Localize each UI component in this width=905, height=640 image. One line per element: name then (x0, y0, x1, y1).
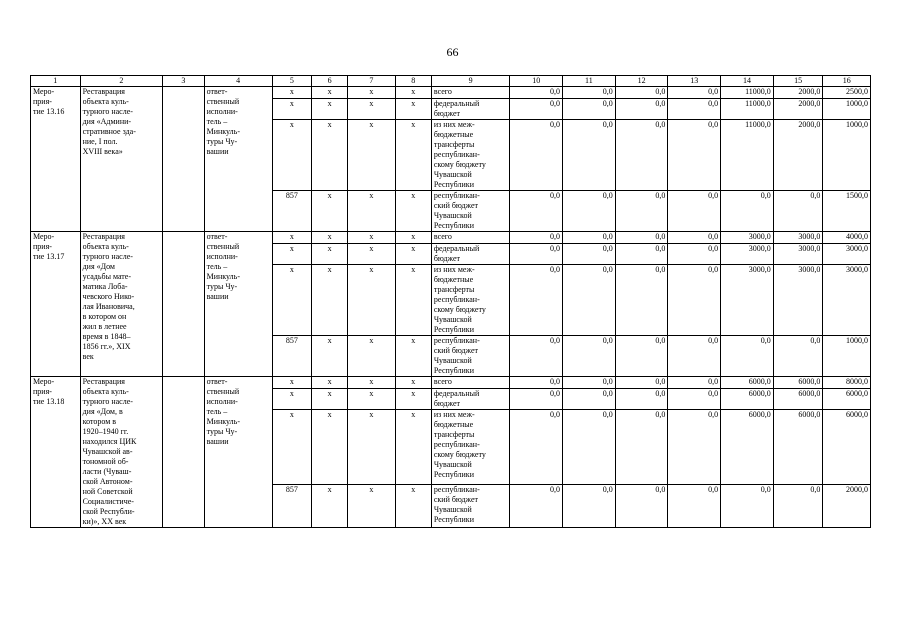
code-cell: х (312, 232, 348, 244)
description-cell: Реставрация объекта куль- турного насле- дия «Админи- стративное зда- ние, I пол. XVIII века» (80, 87, 163, 232)
code-cell: 857 (272, 336, 311, 377)
value-cell: 0,0 (510, 389, 563, 410)
code-cell: х (312, 410, 348, 485)
value-cell: 3000,0 (773, 244, 823, 265)
header-cell: 14 (721, 76, 774, 87)
value-cell: 6000,0 (721, 377, 774, 389)
budget-table (30, 75, 871, 528)
table-row (31, 232, 871, 244)
code-cell: х (312, 484, 348, 527)
code-cell: х (395, 191, 431, 232)
value-cell: 0,0 (563, 389, 616, 410)
code-cell: х (348, 99, 396, 120)
value-cell: 0,0 (510, 191, 563, 232)
value-cell: 0,0 (563, 232, 616, 244)
value-cell: 0,0 (668, 87, 721, 99)
value-cell: 11000,0 (721, 99, 774, 120)
value-cell: 0,0 (510, 87, 563, 99)
header-cell: 10 (510, 76, 563, 87)
header-cell: 12 (615, 76, 668, 87)
header-cell: 16 (823, 76, 871, 87)
value-cell: 0,0 (615, 265, 668, 336)
value-cell: 0,0 (563, 265, 616, 336)
empty-cell (163, 232, 204, 377)
value-cell: 0,0 (721, 484, 774, 527)
value-cell: 0,0 (563, 484, 616, 527)
code-cell: х (272, 244, 311, 265)
code-cell: х (272, 232, 311, 244)
value-cell: 3000,0 (773, 232, 823, 244)
value-cell: 0,0 (563, 99, 616, 120)
value-cell: 0,0 (563, 410, 616, 485)
header-row (31, 76, 871, 87)
value-cell: 0,0 (615, 484, 668, 527)
responsible-cell: ответ- ственный исполни- тель – Минкуль- туры Чу- вашии (204, 232, 272, 377)
value-cell: 0,0 (773, 191, 823, 232)
value-cell: 6000,0 (721, 389, 774, 410)
page-number: 66 (446, 45, 459, 59)
code-cell: х (348, 244, 396, 265)
code-cell: х (348, 377, 396, 389)
value-cell: 0,0 (563, 377, 616, 389)
value-cell: 0,0 (615, 120, 668, 191)
value-cell: 0,0 (668, 389, 721, 410)
value-cell: 11000,0 (721, 87, 774, 99)
value-cell: 3000,0 (823, 265, 871, 336)
value-cell: 3000,0 (823, 244, 871, 265)
code-cell: х (312, 265, 348, 336)
measure-cell: Меро- прия- тие 13.16 (31, 87, 81, 232)
value-cell: 0,0 (510, 336, 563, 377)
code-cell: х (272, 120, 311, 191)
source-cell: всего (431, 87, 510, 99)
code-cell: х (348, 389, 396, 410)
code-cell: х (348, 265, 396, 336)
value-cell: 6000,0 (773, 389, 823, 410)
code-cell: х (312, 99, 348, 120)
code-cell: х (348, 232, 396, 244)
value-cell: 6000,0 (773, 410, 823, 485)
code-cell: х (272, 265, 311, 336)
code-cell: х (348, 191, 396, 232)
value-cell: 1500,0 (823, 191, 871, 232)
code-cell: х (395, 232, 431, 244)
value-cell: 0,0 (563, 336, 616, 377)
empty-cell (163, 377, 204, 528)
code-cell: х (272, 87, 311, 99)
code-cell: х (395, 87, 431, 99)
value-cell: 0,0 (563, 191, 616, 232)
source-cell: федеральный бюджет (431, 99, 510, 120)
source-cell: из них меж- бюджетные трансферты республикан- скому бюджету Чувашской Республики (431, 120, 510, 191)
measure-cell: Меро- прия- тие 13.18 (31, 377, 81, 528)
table-row (31, 87, 871, 99)
value-cell: 0,0 (668, 99, 721, 120)
code-cell: х (272, 99, 311, 120)
code-cell: х (395, 377, 431, 389)
value-cell: 8000,0 (823, 377, 871, 389)
code-cell: 857 (272, 484, 311, 527)
code-cell: х (395, 410, 431, 485)
value-cell: 0,0 (510, 232, 563, 244)
value-cell: 0,0 (668, 191, 721, 232)
code-cell: х (272, 410, 311, 485)
header-cell: 5 (272, 76, 311, 87)
header-cell: 8 (395, 76, 431, 87)
code-cell: х (395, 120, 431, 191)
code-cell: х (395, 389, 431, 410)
code-cell: х (348, 484, 396, 527)
value-cell: 3000,0 (721, 244, 774, 265)
code-cell: х (395, 99, 431, 120)
value-cell: 6000,0 (823, 410, 871, 485)
source-cell: из них меж- бюджетные трансферты республикан- скому бюджету Чувашской Республики (431, 265, 510, 336)
value-cell: 3000,0 (773, 265, 823, 336)
code-cell: х (348, 336, 396, 377)
measure-cell: Меро- прия- тие 13.17 (31, 232, 81, 377)
value-cell: 3000,0 (721, 265, 774, 336)
value-cell: 4000,0 (823, 232, 871, 244)
value-cell: 11000,0 (721, 120, 774, 191)
value-cell: 0,0 (510, 484, 563, 527)
value-cell: 0,0 (510, 377, 563, 389)
value-cell: 0,0 (721, 336, 774, 377)
source-cell: из них меж- бюджетные трансферты республикан- скому бюджету Чувашской Республики (431, 410, 510, 485)
value-cell: 2000,0 (773, 87, 823, 99)
value-cell: 2000,0 (773, 120, 823, 191)
value-cell: 0,0 (773, 336, 823, 377)
value-cell: 0,0 (510, 120, 563, 191)
value-cell: 6000,0 (823, 389, 871, 410)
value-cell: 6000,0 (773, 377, 823, 389)
value-cell: 2000,0 (823, 484, 871, 527)
responsible-cell: ответ- ственный исполни- тель – Минкуль- туры Чу- вашии (204, 377, 272, 528)
value-cell: 0,0 (563, 87, 616, 99)
code-cell: х (312, 87, 348, 99)
value-cell: 0,0 (668, 336, 721, 377)
value-cell: 0,0 (615, 377, 668, 389)
description-cell: Реставрация объекта куль- турного насле- дия «Дом, в котором в 1920–1940 гг. находился ЦИК Чувашской ав- тономной об- ласти (Чуваш- ской Автоном- ной Советской Социалистиче- ской Республи- ки)», XX век (80, 377, 163, 528)
value-cell: 0,0 (563, 120, 616, 191)
header-cell: 9 (431, 76, 510, 87)
value-cell: 0,0 (668, 377, 721, 389)
header-cell: 2 (80, 76, 163, 87)
value-cell: 1000,0 (823, 336, 871, 377)
value-cell: 0,0 (668, 244, 721, 265)
code-cell: х (348, 120, 396, 191)
value-cell: 1000,0 (823, 99, 871, 120)
responsible-cell: ответ- ственный исполни- тель – Минкуль- туры Чу- вашии (204, 87, 272, 232)
value-cell: 0,0 (615, 389, 668, 410)
value-cell: 0,0 (773, 484, 823, 527)
value-cell: 0,0 (510, 244, 563, 265)
value-cell: 0,0 (510, 410, 563, 485)
code-cell: 857 (272, 191, 311, 232)
code-cell: х (348, 87, 396, 99)
value-cell: 2500,0 (823, 87, 871, 99)
empty-cell (163, 87, 204, 232)
value-cell: 0,0 (668, 232, 721, 244)
description-cell: Реставрация объекта куль- турного насле- дия «Дом усадьбы мате- матика Лоба- чевского Нико- лая Ивановича, в котором он жил в летнее время в 1848– 1856 гг.», XIX век (80, 232, 163, 377)
source-cell: федеральный бюджет (431, 244, 510, 265)
code-cell: х (312, 191, 348, 232)
value-cell: 0,0 (615, 336, 668, 377)
header-cell: 15 (773, 76, 823, 87)
value-cell: 0,0 (615, 410, 668, 485)
header-cell: 1 (31, 76, 81, 87)
code-cell: х (312, 336, 348, 377)
code-cell: х (312, 120, 348, 191)
value-cell: 0,0 (615, 87, 668, 99)
code-cell: х (395, 244, 431, 265)
value-cell: 0,0 (721, 191, 774, 232)
header-cell: 7 (348, 76, 396, 87)
code-cell: х (312, 377, 348, 389)
header-cell: 6 (312, 76, 348, 87)
value-cell: 0,0 (615, 244, 668, 265)
source-cell: федеральный бюджет (431, 389, 510, 410)
value-cell: 0,0 (615, 99, 668, 120)
value-cell: 2000,0 (773, 99, 823, 120)
source-cell: республикан- ский бюджет Чувашской Республики (431, 191, 510, 232)
code-cell: х (272, 377, 311, 389)
value-cell: 6000,0 (721, 410, 774, 485)
source-cell: всего (431, 232, 510, 244)
value-cell: 0,0 (668, 410, 721, 485)
source-cell: республикан- ский бюджет Чувашской Республики (431, 484, 510, 527)
header-cell: 3 (163, 76, 204, 87)
value-cell: 0,0 (615, 191, 668, 232)
value-cell: 0,0 (668, 484, 721, 527)
value-cell: 0,0 (668, 265, 721, 336)
value-cell: 0,0 (563, 244, 616, 265)
code-cell: х (272, 389, 311, 410)
code-cell: х (395, 265, 431, 336)
source-cell: республикан- ский бюджет Чувашской Республики (431, 336, 510, 377)
header-cell: 13 (668, 76, 721, 87)
code-cell: х (395, 336, 431, 377)
header-cell: 11 (563, 76, 616, 87)
code-cell: х (348, 410, 396, 485)
value-cell: 0,0 (510, 99, 563, 120)
code-cell: х (395, 484, 431, 527)
code-cell: х (312, 389, 348, 410)
value-cell: 0,0 (668, 120, 721, 191)
value-cell: 0,0 (615, 232, 668, 244)
value-cell: 0,0 (510, 265, 563, 336)
header-cell: 4 (204, 76, 272, 87)
source-cell: всего (431, 377, 510, 389)
code-cell: х (312, 244, 348, 265)
value-cell: 3000,0 (721, 232, 774, 244)
table-row (31, 377, 871, 389)
value-cell: 1000,0 (823, 120, 871, 191)
